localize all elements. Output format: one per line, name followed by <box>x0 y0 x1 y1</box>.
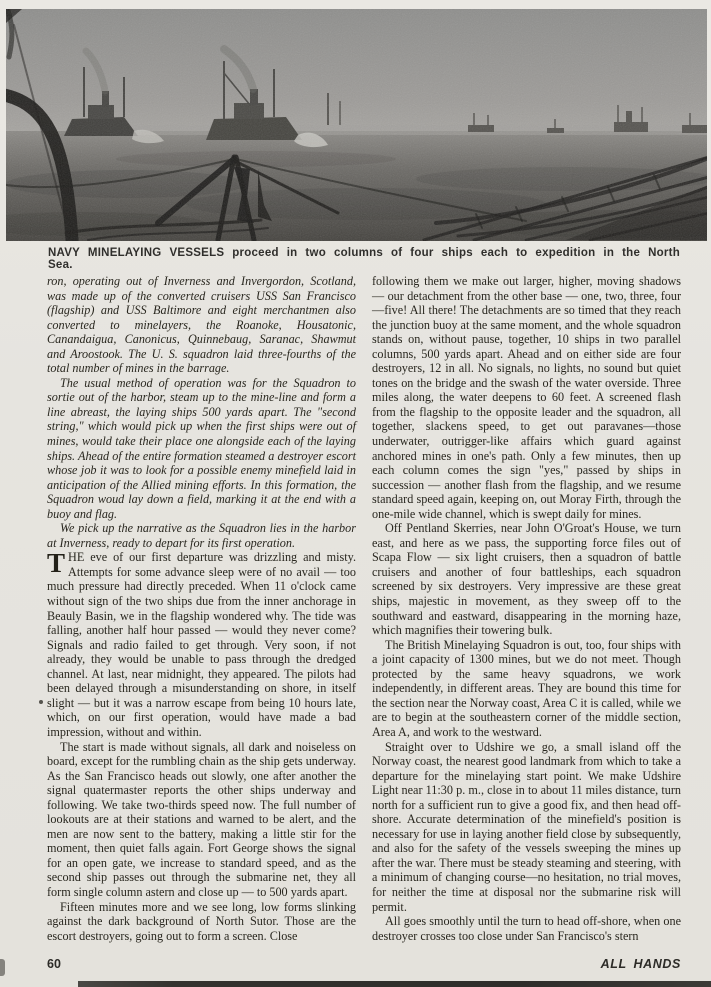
body-paragraph: The usual method of operation was for the Squadron to sortie out of the harbor, steam up to the mine-line and form a line abreast, the laying ships 500 yards apart. The "second string," which would pick up when the first ships were out of mines, would take their place one alongside each of the laying ships. Ahead of the entire formation steamed a destroyer escort whose job it was to look for a possible enemy minefield laid in anticipation of the Allied mining efforts. In this formation, the Squadron woud lay down a field, marking it at the end with a buoy and flag. <box>47 375 356 521</box>
body-paragraph: Off Pentland Skerries, near John O'Groat's House, we turn east, and here as we pass, the supporting force files out of Scapa Flow — six light cruisers, then a squadron of battle cruisers and another of four battleships, each squadron screened by six destroyers. Very impressive are these great ships, majestic in movement, as they sweep off to the southward and eastward, disappearing in the morning haze, which magnifies their towering bulk. <box>372 521 681 638</box>
body-paragraph: The start is made without signals, all dark and noiseless on board, except for the rumbling chain as the ship gets underway. As the San Francisco heads out slowly, one after another the signal quatermaster reports the other ships underway and following. We take two-thirds speed now. The full number of lookouts are at their stations and warned to be alert, and the men are now sent to the battery, making a little stir for the moment, then quiet falls again. Fort George shows the signal for an open gate, we increase to standard speed, and as the second ship passes out through the submarine net, they all form single column astern and close up — to 500 yards apart. <box>47 739 356 899</box>
body-paragraph-continuation: ron, operating out of Inverness and Invergordon, Scotland, was made up of the converted cruisers USS San Francisco (flagship) and USS Baltimore and eight merchantmen also converted to minelayers, the Roanoke, Housatonic, Canandaigua, Canonicus, Quinnebaug, Saranac, Shawmut and Aroostook. The U. S. squadron laid three-fourths of the total number of mines in the barrage. <box>47 274 356 376</box>
photo-illustration <box>6 9 707 241</box>
body-paragraph: Straight over to Udshire we go, a small island off the Norway coast, the nearest good landmark from which to take a departure for the minelaying start point. We make Udshire Light near 11:30 p. m., close in to about 11 miles distance, turn north for a sufficient run to give a good fix, and then head off-shore. Accurate determination of the minefield's position is necessary for use in laying another field close by subsequently, and also for the safety of the vessels sweeping the mines up after the war. There must be steady steaming and steering, with a minimum of changing course—no hesitation, no trial moves, for neither the time at disposal nor the submarine risk will permit. <box>372 739 681 914</box>
photo-caption: NAVY MINELAYING VESSELS proceed in two columns of four ships each to expedition in the North Sea. <box>48 247 680 271</box>
body-paragraph: Fifteen minutes more and we see long, low forms slinking against the dark background of North Sutor. Those are the escort destroyers, going out to form a screen. Close <box>47 899 356 943</box>
left-column <box>47 274 356 958</box>
body-paragraph-continuation: following them we make out larger, higher, moving shadows — our detachment from the other base — one, two, three, four—five! All there! The detachments are so timed that they reach the junction buoy at the same moment, and the whole squadron stands on, without pause, together, 10 ships in two parallel columns, 500 yards apart. Ahead and on either side are four destroyers, 12 in all. No signals, no lights, no sound but quiet tones on the bridge and the swash of the water overside. Three miles along, the water deepens to 60 feet. A screened flash from the flagship to the opposite leader and the squadron, all together, slackens speed, to get out paravanes—those underwater, outrigger-like affairs which guard against anchored mines in one's path. Only a few minutes, then up each column comes the sign "yes," passed by ships in succession — another flash from the flagship, and we resume standard speed again, keeping on, out Moray Firth, through the one-mile wide channel, which is swept daily for mines. <box>372 274 681 521</box>
body-paragraph-text: HE eve of our first departure was drizzling and misty. Attempts for some advance sleep were of no avail — too much pressure had directly preceded. When 11 o'clock came without sign of the two ships due from the inner anchorage in Beauly Basin, we in the flagship wondered why. The tide was falling, another half hour passed — would they never come? Signals and radio failed to get through. Very soon, if not already, they would be unable to pass through the dredged channel. At last, near midnight, they appeared. The pilots had been delayed through a misunderstanding on shore, in itself slight — but it was a narrow escape from being 10 hours late, which, on our first operation, would have made a bad impression, without and within. <box>47 550 356 739</box>
magazine-title: ALL HANDS <box>600 957 681 971</box>
page-number: 60 <box>47 957 61 971</box>
page-footer <box>47 957 681 971</box>
article-body <box>47 274 681 958</box>
drop-cap: T <box>47 548 66 579</box>
scan-artifact-bar <box>78 981 711 987</box>
scan-edge-smudge <box>0 959 5 976</box>
body-paragraph-dropcap <box>47 550 356 739</box>
body-paragraph: We pick up the narrative as the Squadron lies in the harbor at Inverness, ready to depart for its first operation. <box>47 521 356 550</box>
minelaying-photo <box>6 9 707 241</box>
body-paragraph: The British Minelaying Squadron is out, too, four ships with a joint capacity of 1300 mines, but we do not meet. Though protected by the same heavy squadrons, we work independently, in different areas. They are bound this time for the section near the Norway coast, Area C it is called, while we are to begin at the southeastern corner of the middle section, Area A, and work to the westward. <box>372 637 681 739</box>
photo-grain <box>6 9 707 241</box>
right-column <box>372 274 681 958</box>
print-speck <box>39 700 43 704</box>
body-paragraph: All goes smoothly until the turn to head off-shore, when one destroyer crosses too close under San Francisco's stern <box>372 914 681 943</box>
